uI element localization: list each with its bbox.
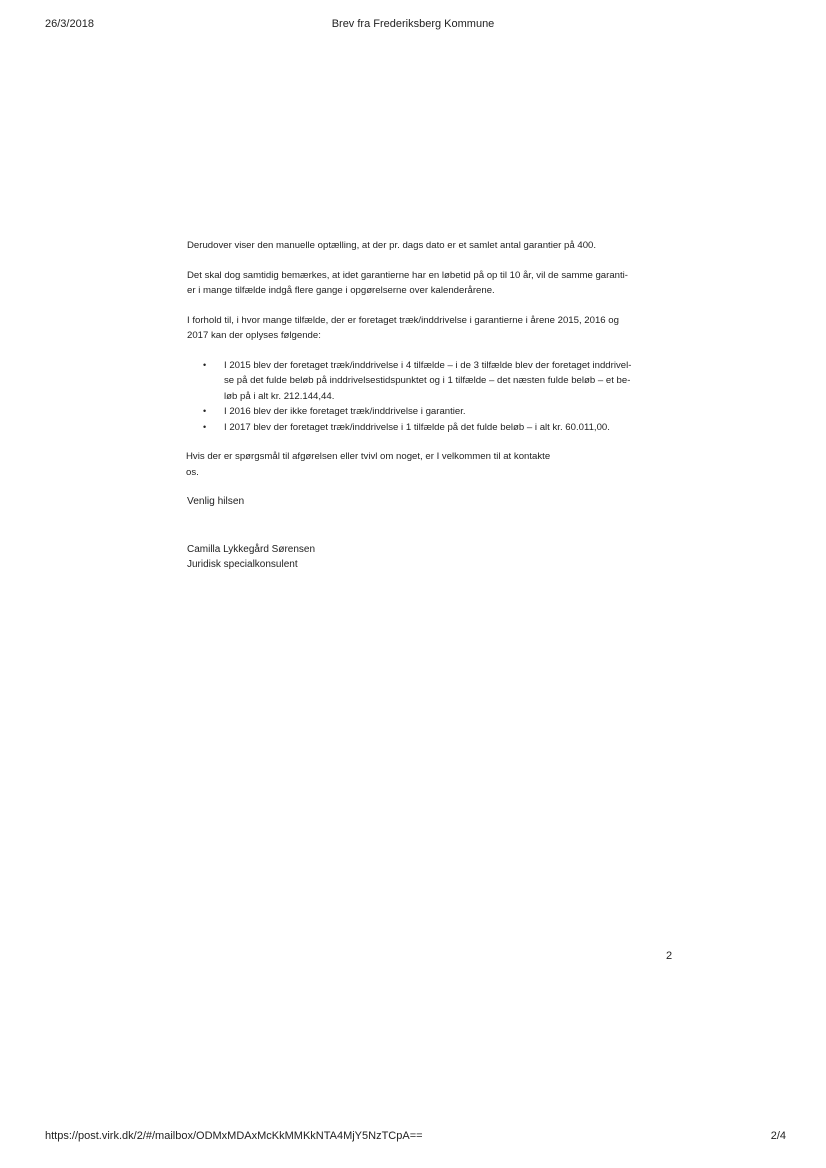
paragraph-contact (186, 449, 677, 480)
list-item (203, 420, 677, 436)
paragraph-line: er i mange tilfælde indgå flere gange i opgørelserne over kalenderårene. (187, 285, 495, 296)
bullet-list (187, 358, 677, 436)
list-item (203, 358, 677, 405)
paragraph-loebetid (187, 268, 677, 299)
list-item-line: se på det fulde beløb på inddrivelsestidspunktet og i 1 tilfælde – det næsten fulde beløb – et be- (224, 375, 631, 386)
list-item-line: løb på i alt kr. 212.144,44. (224, 390, 335, 402)
list-item (203, 404, 677, 420)
list-item-line: I 2016 blev der ikke foretaget træk/inddrivelse i garantier. (224, 406, 466, 417)
list-item-line: I 2015 blev der foretaget træk/inddrivelse i 4 tilfælde – i de 3 tilfælde blev der foretaget inddrivel- (224, 359, 632, 371)
print-footer-page-indicator: 2/4 (770, 1130, 786, 1142)
paragraph-garantier-count: Derudover viser den manuelle optælling, at der pr. dags dato er et samlet antal garantier på 400. (187, 240, 597, 251)
print-footer-url: https://post.virk.dk/2/#/mailbox/ODMxMDAxMcKkMMKkNTA4MjY5NzTCpA== (45, 1130, 423, 1142)
signature-name: Camilla Lykkegård Sørensen (187, 543, 316, 555)
paragraph-line: I forhold til, i hvor mange tilfælde, der er foretaget træk/inddrivelse i garantierne i årene 2015, 2016 og (187, 314, 619, 326)
paragraph-line: Det skal dog samtidig bemærkes, at idet garantierne har en løbetid på op til 10 år, vil de samme garanti- (187, 269, 629, 281)
paragraph-line: 2017 kan der oplyses følgende: (187, 330, 321, 341)
list-item-line: I 2017 blev der foretaget træk/inddrivelse i 1 tilfælde på det fulde beløb – i alt kr. 60.011,00. (224, 421, 610, 433)
letter-body (187, 238, 677, 573)
page-number: 2 (666, 950, 673, 962)
paragraph-intro-list (187, 313, 677, 344)
bullet-icon: • (203, 406, 207, 416)
closing-greeting: Venlig hilsen (187, 496, 245, 507)
signature-block (187, 542, 677, 573)
bullet-icon: • (203, 421, 207, 432)
print-header-date: 26/3/2018 (45, 18, 94, 30)
paragraph-line: os. (186, 466, 199, 478)
print-header-title: Brev fra Frederiksberg Kommune (331, 18, 495, 30)
bullet-icon: • (203, 359, 207, 370)
paragraph-line: Hvis der er spørgsmål til afgørelsen eller tvivl om noget, er I velkommen til at kontakte (186, 451, 551, 462)
signature-title: Juridisk specialkonsulent (187, 559, 298, 570)
